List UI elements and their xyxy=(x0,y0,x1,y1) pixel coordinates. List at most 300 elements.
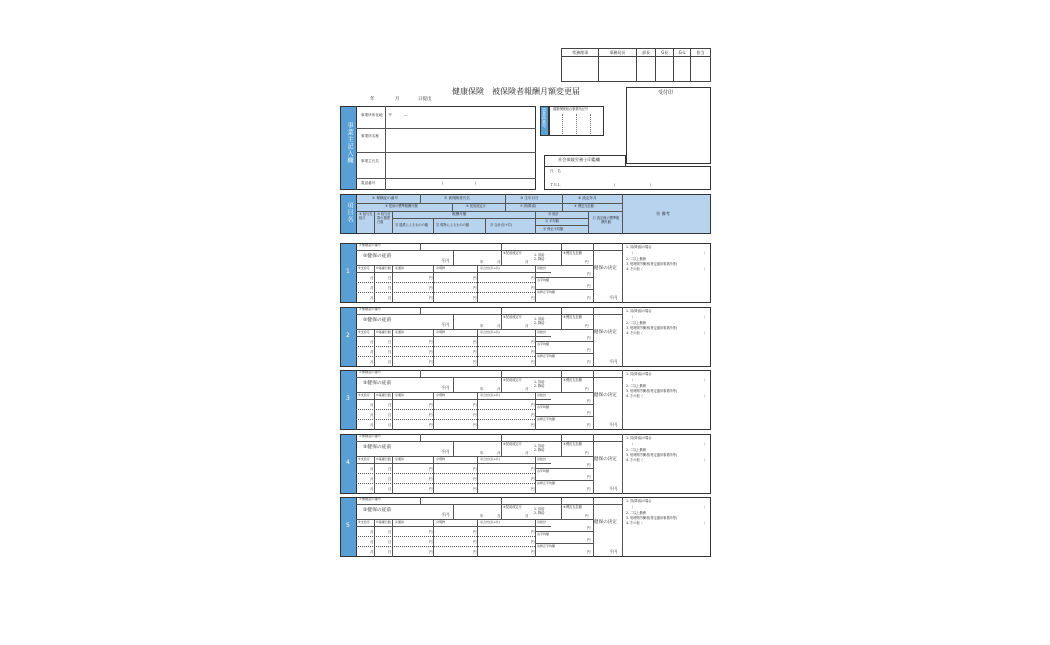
month-label-2: 月 xyxy=(525,387,529,391)
yen-sum: 円 xyxy=(587,399,591,403)
record xyxy=(340,497,712,557)
address-label: 事業所所在地 xyxy=(361,113,383,117)
raise-label: 1. 昇給 xyxy=(534,507,545,511)
remark-4: 4. その他（ xyxy=(626,458,643,462)
raise-label: 1. 昇給 xyxy=(534,253,545,257)
yen-row3a: 円 xyxy=(429,487,433,491)
insured-name-field[interactable] xyxy=(422,371,500,376)
labor-consultant-name-label: 氏 名 xyxy=(550,169,561,173)
adj-avg-label: ⑯修正平均額 xyxy=(537,290,556,294)
remark-3: 3. 短時間労働者(特定適用事業所等) xyxy=(626,262,678,266)
prev-revision-label: ⑥従前改定月 xyxy=(503,315,522,319)
yen-row2b: 円 xyxy=(473,413,477,417)
goods-label: ⑫現物 xyxy=(436,330,446,334)
received-stamp-box xyxy=(626,87,711,164)
prev-salary-field[interactable] xyxy=(400,506,440,517)
month-row1: 月 xyxy=(370,403,374,407)
yen-label: 円 xyxy=(585,260,589,264)
salary-rows-field[interactable] xyxy=(357,400,534,429)
raise-label: 1. 昇給 xyxy=(534,317,545,321)
yen-row3c: 円 xyxy=(531,487,535,491)
labor-consultant-name-field[interactable] xyxy=(566,168,706,177)
retro-label: ⑧遡及支払額 xyxy=(563,442,582,446)
yen-avg: 円 xyxy=(587,475,591,479)
prev-salary-label: ⑤健保の従前 xyxy=(363,445,392,450)
month-label-2: 月 xyxy=(525,260,529,264)
thousand-yen-label: 千円 xyxy=(441,512,450,517)
header-avg: ⑮ 平均額 xyxy=(545,219,559,223)
office-code-field[interactable] xyxy=(551,114,602,134)
remark-1: 1. 昇(降)給の場合 xyxy=(626,436,652,440)
pay-month-label: ⑨支給月 xyxy=(358,266,370,270)
yen-row2b: 円 xyxy=(473,350,477,354)
goods-label: ⑫現物 xyxy=(436,393,446,397)
remark-paren: （ xyxy=(630,378,634,382)
remark-2: 2. 二以上勤務 xyxy=(626,511,646,515)
yen-sum: 円 xyxy=(587,272,591,276)
header-birth-date: ③ 生年月日 xyxy=(520,196,539,200)
yen-row3b: 円 xyxy=(473,423,477,427)
remarks-field[interactable] xyxy=(624,464,709,492)
yen-row2a: 円 xyxy=(429,413,433,417)
owner-name-label: 事業主氏名 xyxy=(361,159,379,163)
month-row1: 月 xyxy=(370,340,374,344)
remark-1: 1. 昇(降)給の場合 xyxy=(626,245,652,249)
birth-date-field[interactable] xyxy=(502,498,560,503)
month-row1: 月 xyxy=(370,467,374,471)
remark-3: 3. 短時間労働者(特定適用事業所等) xyxy=(626,326,678,330)
retro-label: ⑧遡及支払額 xyxy=(563,378,582,382)
yen-row1c: 円 xyxy=(531,467,535,471)
yen-row1a: 円 xyxy=(429,340,433,344)
month-label: 月 xyxy=(497,514,501,518)
yen-row2c: 円 xyxy=(531,540,535,544)
yen-row3c: 円 xyxy=(531,296,535,300)
day-row3: 日 xyxy=(388,296,392,300)
birth-date-field[interactable] xyxy=(502,371,560,376)
goods-label: ⑫現物 xyxy=(436,266,446,270)
yen-row1a: 円 xyxy=(429,467,433,471)
revision-month-field[interactable] xyxy=(562,371,592,376)
stamp-cell[interactable] xyxy=(674,57,691,82)
salary-rows-field[interactable] xyxy=(357,337,534,366)
pay-month-label: ⑨支給月 xyxy=(358,520,370,524)
yen-row2c: 円 xyxy=(531,286,535,290)
currency-label: ⑪通貨 xyxy=(395,457,405,461)
remark-paren: （ xyxy=(630,315,634,319)
day-row2: 日 xyxy=(388,286,392,290)
raise-label: 1. 昇給 xyxy=(534,444,545,448)
salary-rows-field[interactable] xyxy=(357,464,534,493)
month-row2: 月 xyxy=(370,286,374,290)
month-row1: 月 xyxy=(370,276,374,280)
month-row1: 月 xyxy=(370,530,374,534)
yen-label: 円 xyxy=(585,387,589,391)
remark-4: 4. その他（ xyxy=(626,521,643,525)
prev-salary-label: ⑤健保の従前 xyxy=(363,381,392,386)
sum-label: ⑭総計 xyxy=(537,457,547,461)
record-number: 1 xyxy=(346,268,350,275)
insured-no-field[interactable] xyxy=(357,247,419,250)
date-day: 日提出 xyxy=(418,97,432,102)
insured-no-field[interactable] xyxy=(357,374,419,377)
day-row1: 日 xyxy=(388,403,392,407)
month-row2: 月 xyxy=(370,540,374,544)
currency-label: ⑪通貨 xyxy=(395,266,405,270)
header-salary: 報酬月額 xyxy=(452,212,467,216)
prev-revision-label: ⑥従前改定月 xyxy=(503,442,522,446)
month-label: 月 xyxy=(497,387,501,391)
salary-rows-field[interactable] xyxy=(357,273,534,302)
adj-avg-label: ⑯修正平均額 xyxy=(537,481,556,485)
currency-label: ⑪通貨 xyxy=(395,520,405,524)
header-insured-no: ① 保険証の番号 xyxy=(372,196,398,200)
remarks-field[interactable] xyxy=(624,400,709,428)
thousand-yen-label: 千円 xyxy=(441,322,450,327)
yen-row3b: 円 xyxy=(473,296,477,300)
yen-avg: 円 xyxy=(587,284,591,288)
decision-label: 健保の決定 xyxy=(594,457,617,462)
raise-label: 1. 昇給 xyxy=(534,380,545,384)
yen-row3a: 円 xyxy=(429,550,433,554)
header-remarks: ⑱ 備考 xyxy=(656,211,670,216)
remark-close-4: ） xyxy=(704,394,708,398)
phone-label: 電話番号 xyxy=(361,181,376,185)
day-row1: 日 xyxy=(388,276,392,280)
revision-month-field[interactable] xyxy=(562,244,592,249)
date-month: 月 xyxy=(395,97,400,102)
retro-pay-field[interactable] xyxy=(563,510,583,518)
year-label: 年 xyxy=(480,451,484,455)
month-row3: 月 xyxy=(370,423,374,427)
yen-row1b: 円 xyxy=(473,403,477,407)
header-insured-name: ② 被保険者氏名 xyxy=(444,196,470,200)
yen-label: 円 xyxy=(585,324,589,328)
year-label: 年 xyxy=(480,324,484,328)
yen-row1b: 円 xyxy=(473,276,477,280)
base-days-label: ⑩基礎日数 xyxy=(376,393,391,397)
yen-row3c: 円 xyxy=(531,550,535,554)
yen-row2b: 円 xyxy=(473,286,477,290)
yen-avg: 円 xyxy=(587,538,591,542)
prev-salary-field[interactable] xyxy=(400,316,440,327)
retro-pay-field[interactable] xyxy=(563,320,583,328)
avg-label: ⑮平均額 xyxy=(537,405,550,409)
month-label: 月 xyxy=(497,324,501,328)
record xyxy=(340,434,712,494)
day-row2: 日 xyxy=(388,540,392,544)
birth-date-field[interactable] xyxy=(502,435,560,440)
insured-no-field[interactable] xyxy=(357,501,419,504)
revision-month-field[interactable] xyxy=(562,308,592,313)
retro-label: ⑧遡及支払額 xyxy=(563,315,582,319)
record-number: 5 xyxy=(346,522,350,529)
retro-label: ⑧遡及支払額 xyxy=(563,505,582,509)
pay-month-label: ⑨支給月 xyxy=(358,457,370,461)
day-row2: 日 xyxy=(388,413,392,417)
decision-field[interactable] xyxy=(595,339,621,359)
avg-label: ⑮平均額 xyxy=(537,342,550,346)
header-sum: ⑭ 総計 xyxy=(548,212,559,216)
remark-paren: （ xyxy=(630,505,634,509)
remark-3: 3. 短時間労働者(特定適用事業所等) xyxy=(626,453,678,457)
header-goods: ⑫ 現物によるものの額 xyxy=(436,223,469,227)
yen-row3c: 円 xyxy=(531,423,535,427)
prev-salary-field[interactable] xyxy=(400,252,440,263)
prev-revision-label: ⑥従前改定月 xyxy=(503,251,522,255)
lower-label: 2. 降給 xyxy=(534,257,545,261)
remark-3: 3. 短時間労働者(特定適用事業所等) xyxy=(626,389,678,393)
stamp-header: G長 xyxy=(656,49,674,57)
base-days-label: ⑩基礎日数 xyxy=(376,330,391,334)
received-stamp-label: 受付印 xyxy=(658,90,674,96)
remarks-field[interactable] xyxy=(624,273,709,301)
adj-avg-label: ⑯修正平均額 xyxy=(537,544,556,548)
decision-field[interactable] xyxy=(595,466,621,486)
yen-adj: 円 xyxy=(587,423,591,427)
stamp-cell[interactable] xyxy=(636,57,656,82)
remark-1: 1. 昇(降)給の場合 xyxy=(626,309,652,313)
yen-sum: 円 xyxy=(587,526,591,530)
insured-name-field[interactable] xyxy=(422,435,500,440)
yen-row2a: 円 xyxy=(429,477,433,481)
yen-label: 円 xyxy=(585,514,589,518)
remark-close-4: ） xyxy=(704,267,708,271)
sum-label: ⑭総計 xyxy=(537,520,547,524)
header-pay-month: ⑨ 給与支給月 xyxy=(359,212,373,220)
day-row2: 日 xyxy=(388,477,392,481)
revision-month-field[interactable] xyxy=(562,435,592,440)
yen-row2a: 円 xyxy=(429,286,433,290)
labor-consultant-paren-close: ) xyxy=(650,183,652,187)
month-label-2: 月 xyxy=(525,451,529,455)
yen-row2c: 円 xyxy=(531,477,535,481)
month-label-2: 月 xyxy=(525,514,529,518)
stamp-cell[interactable] xyxy=(599,57,636,82)
day-row3: 日 xyxy=(388,550,392,554)
total-label: ⑬合計(⑪+⑫) xyxy=(480,393,500,397)
stamp-cell[interactable] xyxy=(691,57,711,82)
postal-dash: — xyxy=(404,113,408,117)
year-label: 年 xyxy=(480,260,484,264)
retro-pay-field[interactable] xyxy=(563,447,583,455)
address-field[interactable] xyxy=(386,120,534,127)
stamp-cell[interactable] xyxy=(656,57,674,82)
header-raise: ⑦ 昇(降)給 xyxy=(520,204,536,208)
record-number: 3 xyxy=(346,395,350,402)
record-number: 2 xyxy=(346,332,350,339)
yen-adj: 円 xyxy=(587,296,591,300)
remark-2: 2. 二以上勤務 xyxy=(626,257,646,261)
month-row2: 月 xyxy=(370,350,374,354)
yen-row3a: 円 xyxy=(429,360,433,364)
prev-salary-label: ⑤健保の従前 xyxy=(363,508,392,513)
birth-date-field[interactable] xyxy=(502,244,560,249)
yen-row1b: 円 xyxy=(473,340,477,344)
currency-label: ⑪通貨 xyxy=(395,393,405,397)
remark-4: 4. その他（ xyxy=(626,394,643,398)
remark-1: 1. 昇(降)給の場合 xyxy=(626,372,652,376)
month-row3: 月 xyxy=(370,487,374,491)
record xyxy=(340,307,712,367)
yen-row3b: 円 xyxy=(473,360,477,364)
insured-no-label: ①保険証の番号 xyxy=(359,497,381,501)
avg-label: ⑮平均額 xyxy=(537,532,550,536)
month-row3: 月 xyxy=(370,550,374,554)
insured-no-label: ①保険証の番号 xyxy=(359,243,381,247)
header-base-days: ⑩ 給与計算の基礎日数 xyxy=(377,212,391,224)
yen-row1a: 円 xyxy=(429,403,433,407)
items-side-label: 項目名 xyxy=(346,202,353,223)
yen-row2a: 円 xyxy=(429,350,433,354)
decision-field[interactable] xyxy=(595,275,621,295)
month-row2: 月 xyxy=(370,413,374,417)
lower-label: 2. 降給 xyxy=(534,321,545,325)
goods-label: ⑫現物 xyxy=(436,457,446,461)
remark-3: 3. 短時間労働者(特定適用事業所等) xyxy=(626,516,678,520)
base-days-label: ⑩基礎日数 xyxy=(376,266,391,270)
decision-yen-label: 千円 xyxy=(609,422,618,427)
month-label-2: 月 xyxy=(525,324,529,328)
remark-paren: （ xyxy=(630,251,634,255)
retro-pay-field[interactable] xyxy=(563,383,583,391)
employer-side-label: 事業主記入欄 xyxy=(346,122,353,164)
avg-label: ⑮平均額 xyxy=(537,278,550,282)
prev-salary-field[interactable] xyxy=(400,379,440,390)
yen-row3a: 円 xyxy=(429,423,433,427)
yen-row1c: 円 xyxy=(531,403,535,407)
yen-label: 円 xyxy=(585,451,589,455)
pay-month-label: ⑨支給月 xyxy=(358,330,370,334)
remark-2: 2. 二以上勤務 xyxy=(626,448,646,452)
yen-adj: 円 xyxy=(587,360,591,364)
stamp-header: 常務理事 xyxy=(562,49,599,57)
remark-close-1: ） xyxy=(704,378,708,382)
yen-sum: 円 xyxy=(587,463,591,467)
decision-label: 健保の決定 xyxy=(594,330,617,335)
yen-row1a: 円 xyxy=(429,276,433,280)
goods-label: ⑫現物 xyxy=(436,520,446,524)
yen-adj: 円 xyxy=(587,550,591,554)
remarks-field[interactable] xyxy=(624,527,709,555)
month-label: 月 xyxy=(497,260,501,264)
salary-rows-field[interactable] xyxy=(357,527,534,556)
month-row3: 月 xyxy=(370,296,374,300)
sum-label: ⑭総計 xyxy=(537,393,547,397)
revision-month-field[interactable] xyxy=(562,498,592,503)
yen-row1b: 円 xyxy=(473,530,477,534)
decision-label: 健保の決定 xyxy=(594,266,617,271)
adj-avg-label: ⑯修正平均額 xyxy=(537,417,556,421)
day-row1: 日 xyxy=(388,467,392,471)
total-label: ⑬合計(⑪+⑫) xyxy=(480,520,500,524)
yen-avg: 円 xyxy=(587,411,591,415)
date-year: 年 xyxy=(370,97,375,102)
day-row3: 日 xyxy=(388,423,392,427)
sum-label: ⑭総計 xyxy=(537,330,547,334)
yen-row1c: 円 xyxy=(531,276,535,280)
remark-close-4: ） xyxy=(704,458,708,462)
header-prev-revision: ⑥ 従前改定月 xyxy=(466,204,486,208)
prev-revision-label: ⑥従前改定月 xyxy=(503,505,522,509)
thousand-yen-label: 千円 xyxy=(441,385,450,390)
remark-close-1: ） xyxy=(704,251,708,255)
yen-row1c: 円 xyxy=(531,530,535,534)
month-row3: 月 xyxy=(370,360,374,364)
remark-paren: （ xyxy=(630,442,634,446)
yen-adj: 円 xyxy=(587,487,591,491)
decision-yen-label: 千円 xyxy=(609,359,618,364)
remark-4: 4. その他（ xyxy=(626,331,643,335)
birth-date-field[interactable] xyxy=(502,308,560,313)
stamp-cell[interactable] xyxy=(562,57,599,82)
insured-name-field[interactable] xyxy=(422,308,500,313)
remark-4: 4. その他（ xyxy=(626,267,643,271)
decision-field[interactable] xyxy=(595,529,621,549)
retro-label: ⑧遡及支払額 xyxy=(563,251,582,255)
stamp-header: 事務局長 xyxy=(599,49,636,57)
insured-no-label: ①保険証の番号 xyxy=(359,370,381,374)
day-row3: 日 xyxy=(388,360,392,364)
insured-no-field[interactable] xyxy=(357,311,419,314)
labor-consultant-tel-label: ＴＥＬ xyxy=(550,183,561,187)
remark-close-1: ） xyxy=(704,505,708,509)
office-name-label: 事業所名称 xyxy=(361,134,379,138)
year-label: 年 xyxy=(480,514,484,518)
remark-2: 2. 二以上勤務 xyxy=(626,321,646,325)
header-prev-salary: ⑤ 従前の標準報酬月額 xyxy=(385,204,418,208)
decision-yen-label: 千円 xyxy=(609,549,618,554)
remark-close-4: ） xyxy=(704,521,708,525)
yen-row1a: 円 xyxy=(429,530,433,534)
prev-revision-label: ⑥従前改定月 xyxy=(503,378,522,382)
phone-paren-open: ( xyxy=(442,181,444,185)
base-days-label: ⑩基礎日数 xyxy=(376,520,391,524)
prev-salary-label: ⑤健保の従前 xyxy=(363,254,392,259)
header-revision-month: ④ 改定年月 xyxy=(578,196,597,200)
office-name-field[interactable] xyxy=(386,130,534,150)
yen-row3c: 円 xyxy=(531,360,535,364)
total-label: ⑬合計(⑪+⑫) xyxy=(480,457,500,461)
decision-yen-label: 千円 xyxy=(609,295,618,300)
insured-name-field[interactable] xyxy=(422,244,500,249)
decision-label: 健保の決定 xyxy=(594,520,617,525)
record-number: 4 xyxy=(346,459,350,466)
decision-field[interactable] xyxy=(595,402,621,422)
year-label: 年 xyxy=(480,387,484,391)
yen-avg: 円 xyxy=(587,348,591,352)
owner-name-field[interactable] xyxy=(386,154,534,176)
header-adj-avg: ⑯ 修正平均額 xyxy=(543,227,564,231)
day-row3: 日 xyxy=(388,487,392,491)
day-row2: 日 xyxy=(388,350,392,354)
record xyxy=(340,370,712,430)
insured-no-field[interactable] xyxy=(357,438,419,441)
remarks-field[interactable] xyxy=(624,337,709,365)
retro-pay-field[interactable] xyxy=(563,256,583,264)
labor-consultant-paren-open: ( xyxy=(614,183,616,187)
header-currency: ⑪ 通貨によるものの額 xyxy=(395,223,428,227)
labor-consultant-title: 社会保険労務士印鑑欄 xyxy=(558,157,600,162)
prev-salary-field[interactable] xyxy=(400,443,440,454)
header-new-salary: ⑰ 改定後の標準報酬月額 xyxy=(592,216,620,225)
office-code-label: 健康保険組合事業所記号 xyxy=(553,107,589,111)
remark-close-1: ） xyxy=(704,442,708,446)
month-label: 月 xyxy=(497,451,501,455)
remark-2: 2. 二以上勤務 xyxy=(626,384,646,388)
insured-name-field[interactable] xyxy=(422,498,500,503)
header-retro-pay: ⑧ 遡及支払額 xyxy=(574,204,594,208)
